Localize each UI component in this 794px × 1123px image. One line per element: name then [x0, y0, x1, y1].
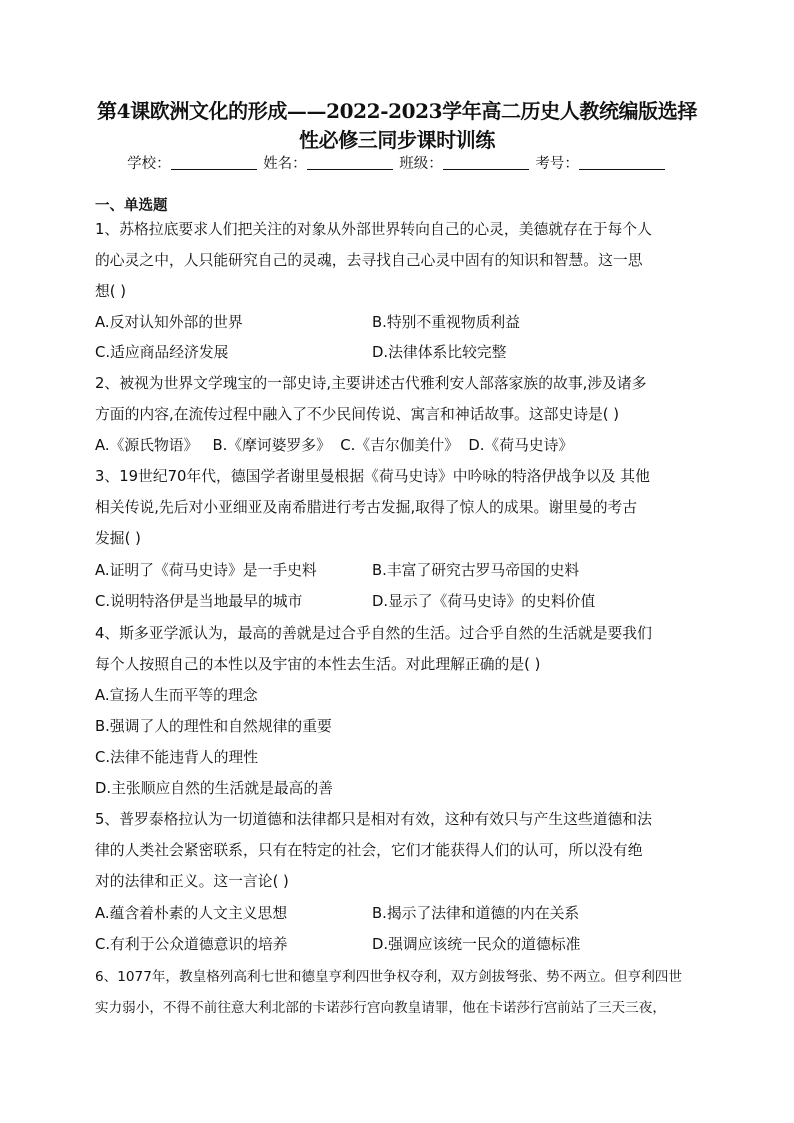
q3-line-1: 3、19世纪70年代，德国学者谢里曼根据《荷马史诗》中吟咏的特洛伊战争以及 其他 — [95, 468, 650, 485]
q1-option-b[interactable]: B.特别不重视物质利益 — [372, 314, 521, 331]
q3-line-2: 相关传说,先后对小亚细亚及南希腊进行考古发掘,取得了惊人的成果。谢里曼的考古 — [95, 499, 638, 516]
class-label: 班级： — [399, 156, 443, 172]
q6-line-1: 6、1077年，教皇格列高利七世和德皇亨利四世争权夺利，双方剑拔弩张、势不两立。但亨利四世 — [95, 969, 682, 985]
q2-line-2: 方面的内容,在流传过程中融入了不少民间传说、寓言和神话故事。这部史诗是( ) — [95, 406, 620, 423]
section-title: 一、单选题 — [95, 198, 168, 214]
name-label: 姓名： — [263, 156, 307, 172]
q3-option-b[interactable]: B.丰富了研究古罗马帝国的史料 — [372, 562, 580, 579]
q4-line-1: 4、斯多亚学派认为，最高的善就是过合乎自然的生活。过合乎自然的生活就是要我们 — [95, 625, 652, 642]
q5-line-2: 律的人类社会紧密联系，只有在特定的社会，它们才能获得人们的认可，所以没有绝 — [95, 842, 643, 859]
q4-option-c[interactable]: C.法律不能违背人的理性 — [95, 749, 259, 766]
q1-option-c[interactable]: C.适应商品经济发展 — [95, 344, 229, 361]
student-info-row — [0, 152, 794, 173]
q2-options[interactable]: A.《源氏物语》 B.《摩诃婆罗多》 C.《吉尔伽美什》 D.《荷马史诗》 — [95, 437, 574, 454]
q4-line-2: 每个人按照自己的本性以及宇宙的本性去生活。对此理解正确的是( ) — [95, 656, 541, 673]
q5-option-c[interactable]: C.有利于公众道德意识的培养 — [95, 936, 288, 953]
title-line-1: 第4课欧洲文化的形成——2022-2023学年高二历史人教统编版选择 — [97, 99, 697, 123]
q3-option-d[interactable]: D.显示了《荷马史诗》的史料价值 — [372, 593, 596, 610]
q1-option-d[interactable]: D.法律体系比较完整 — [372, 344, 507, 361]
exam-no-label: 考号： — [535, 156, 579, 172]
q5-option-d[interactable]: D.强调应该统一民众的道德标准 — [372, 936, 581, 953]
q4-option-a[interactable]: A.宣扬人生而平等的理念 — [95, 687, 258, 704]
school-label: 学校： — [127, 156, 171, 172]
q5-line-3: 对的法律和正义。这一言论( ) — [95, 873, 289, 890]
q4-option-d[interactable]: D.主张顺应自然的生活就是最高的善 — [95, 780, 334, 797]
q3-line-3: 发掘( ) — [95, 530, 141, 547]
q3-option-a[interactable]: A.证明了《荷马史诗》是一手史料 — [95, 562, 317, 579]
q5-option-b[interactable]: B.揭示了法律和道德的内在关系 — [372, 905, 580, 922]
name-field[interactable] — [307, 155, 393, 170]
q3-option-c[interactable]: C.说明特洛伊是当地最早的城市 — [95, 593, 303, 610]
q1-option-a[interactable]: A.反对认知外部的世界 — [95, 314, 243, 331]
class-field[interactable] — [443, 155, 529, 170]
q1-line-1: 1、苏格拉底要求人们把关注的对象从外部世界转向自己的心灵，美德就存在于每个人 — [95, 221, 652, 238]
title-line-2: 性必修三同步课时训练 — [299, 128, 495, 152]
q2-line-1: 2、被视为世界文学瑰宝的一部史诗,主要讲述古代雅利安人部落家族的故事,涉及诸多 — [95, 375, 647, 392]
q1-line-2: 的心灵之中，人只能研究自己的灵魂，去寻找自己心灵中固有的知识和智慧。这一思 — [95, 252, 643, 269]
q1-line-3: 想( ) — [95, 283, 127, 300]
q6-line-2: 实力弱小，不得不前往意大利北部的卡诺莎行宫向教皇请罪，他在卡诺莎行宫前站了三天三夜， — [95, 1000, 666, 1016]
exam-no-field[interactable] — [579, 155, 665, 170]
q5-line-1: 5、普罗泰格拉认为一切道德和法律都只是相对有效，这种有效只与产生这些道德和法 — [95, 811, 652, 828]
school-field[interactable] — [171, 155, 257, 170]
q4-option-b[interactable]: B.强调了人的理性和自然规律的重要 — [95, 718, 332, 735]
q5-option-a[interactable]: A.蕴含着朴素的人文主义思想 — [95, 905, 288, 922]
